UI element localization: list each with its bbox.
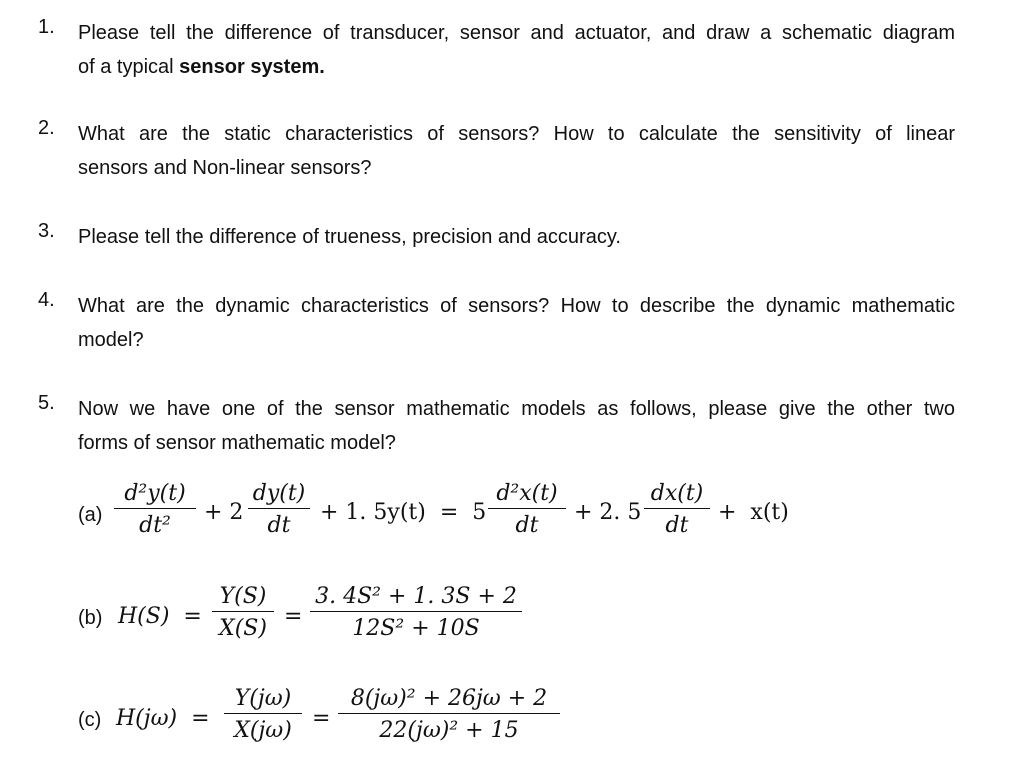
question-line: What are the dynamic characteristics of sensors? How to describe the dynamic mathematic [78, 295, 955, 317]
denominator: dt² [139, 513, 171, 538]
question-line: Please tell the difference of trueness, precision and accuracy. [78, 226, 621, 248]
fraction [644, 481, 710, 538]
question-number: 4. [38, 289, 55, 311]
equals-sign: = [284, 604, 303, 629]
question-line-prefix: of a typical [78, 56, 180, 78]
question-text [78, 16, 955, 84]
question-line: Please tell the difference of transducer, sensor and actuator, and draw a schematic diagram [78, 22, 955, 44]
term: + 2. 5 [574, 500, 642, 525]
question-number: 2. [38, 117, 55, 139]
equation-label: (c) [78, 709, 102, 731]
term: H(jω) = [116, 706, 210, 731]
numerator: d²x(t) [488, 481, 566, 509]
denominator: X(S) [219, 616, 267, 641]
term: + 2 [204, 500, 244, 525]
question-line: model? [78, 329, 144, 351]
question-text [78, 392, 955, 460]
question-number: 5. [38, 392, 55, 414]
numerator: dx(t) [644, 481, 710, 509]
denominator: 22(jω)² + 15 [379, 718, 519, 743]
question-line [78, 50, 955, 84]
numerator: Y(S) [212, 584, 274, 612]
fraction [114, 481, 196, 538]
fraction [212, 584, 274, 641]
equals-sign: = [312, 706, 331, 731]
numerator: Y(jω) [224, 686, 302, 714]
fraction [488, 481, 566, 538]
question-text [78, 289, 955, 357]
numerator: 3. 4S² + 1. 3S + 2 [310, 584, 522, 612]
fraction [248, 481, 310, 538]
fraction [310, 584, 522, 641]
question-line: Now we have one of the sensor mathematic models as follows, please give the other two [78, 398, 955, 420]
question-text [78, 220, 955, 254]
bold-term: sensor system. [179, 56, 325, 78]
question-line: What are the static characteristics of sensors? How to calculate the sensitivity of linear [78, 123, 955, 145]
equation-label: (a) [78, 504, 103, 526]
fraction [338, 686, 560, 743]
numerator: d²y(t) [114, 481, 196, 509]
question-number: 3. [38, 220, 55, 242]
denominator: dt [267, 513, 291, 538]
term: + x(t) [718, 500, 789, 525]
term: H(S) = [118, 604, 202, 629]
term: + 1. 5y(t) = 5 [320, 500, 487, 525]
question-text [78, 117, 955, 185]
denominator: dt [665, 513, 689, 538]
denominator: X(jω) [234, 718, 292, 743]
question-number: 1. [38, 16, 55, 38]
denominator: dt [515, 513, 539, 538]
question-line: forms of sensor mathematic model? [78, 432, 396, 454]
numerator: dy(t) [248, 481, 310, 509]
denominator: 12S² + 10S [352, 616, 480, 641]
numerator: 8(jω)² + 26jω + 2 [338, 686, 560, 714]
equation-label: (b) [78, 607, 103, 629]
question-line: sensors and Non-linear sensors? [78, 157, 372, 179]
fraction [224, 686, 302, 743]
